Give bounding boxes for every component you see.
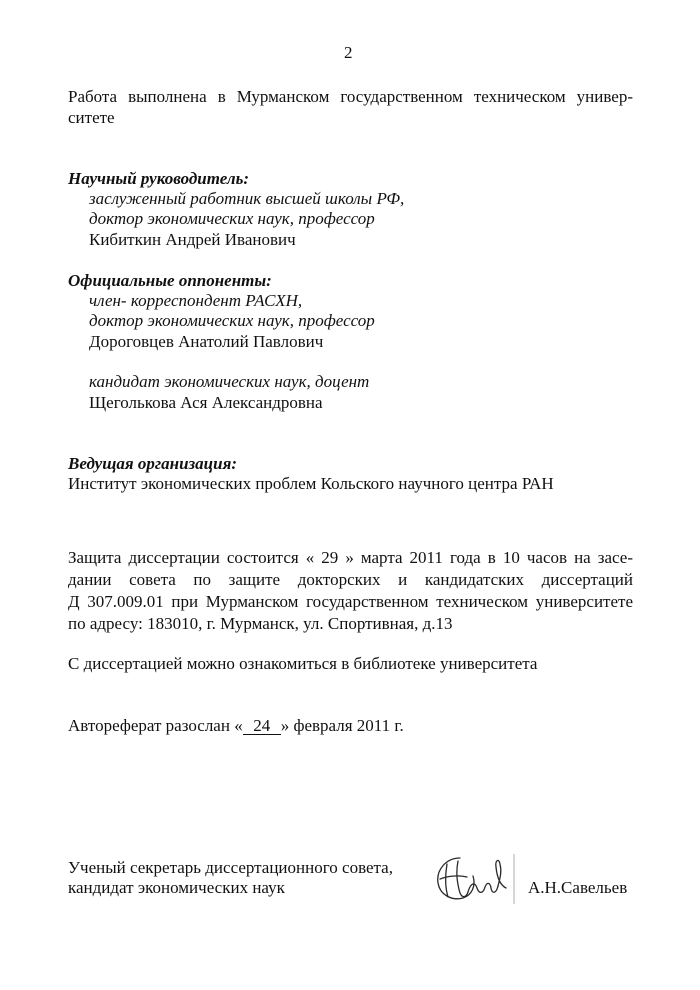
defense-line-3: Д 307.009.01 при Мурманском государственном техническом университете [68,592,633,611]
opponent-2-title-1: кандидат экономических наук, доцент [89,372,370,391]
opponent-2-name: Щеголькова Ася Александровна [89,393,323,412]
intro-line-2: ситете [68,108,115,127]
opponent-1-name: Дороговцев Анатолий Павлович [89,332,324,351]
secretary-line-2: кандидат экономических наук [68,878,285,897]
defense-line-1: Защита диссертации состоится « 29 » марта 2011 года в 10 часов на засе- [68,548,633,567]
secretary-name: А.Н.Савельев [528,878,628,897]
page-number: 2 [344,43,353,62]
secretary-line-1: Ученый секретарь диссертационного совета, [68,858,393,877]
supervisor-name: Кибиткин Андрей Иванович [89,230,296,249]
lead-org-name: Институт экономических проблем Кольского научного центра РАН [68,474,554,493]
supervisor-heading: Научный руководитель: [68,169,250,188]
opponents-heading: Официальные оппоненты: [68,271,272,290]
supervisor-title-1: заслуженный работник высшей школы РФ, [89,189,405,208]
lead-org-heading: Ведущая организация: [68,454,238,473]
intro-line-1: Работа выполнена в Мурманском государственном техническом универ- [68,87,633,106]
defense-line-4: по адресу: 183010, г. Мурманск, ул. Спортивная, д.13 [68,614,453,633]
handwritten-signature [430,852,516,906]
opponent-1-title-1: член- корреспондент РАСХН, [89,291,303,310]
defense-line-2: дании совета по защите докторских и кандидатских диссертаций [68,570,633,589]
opponent-1-title-2: доктор экономических наук, профессор [89,311,375,330]
mailing-day: 24 [243,717,281,735]
mailing-prefix: Автореферат разослан « [68,716,243,735]
mailing-line [68,715,404,736]
mailing-suffix: » февраля 2011 г. [280,716,404,735]
supervisor-title-2: доктор экономических наук, профессор [89,209,375,228]
library-note: С диссертацией можно ознакомиться в библиотеке университета [68,654,538,673]
